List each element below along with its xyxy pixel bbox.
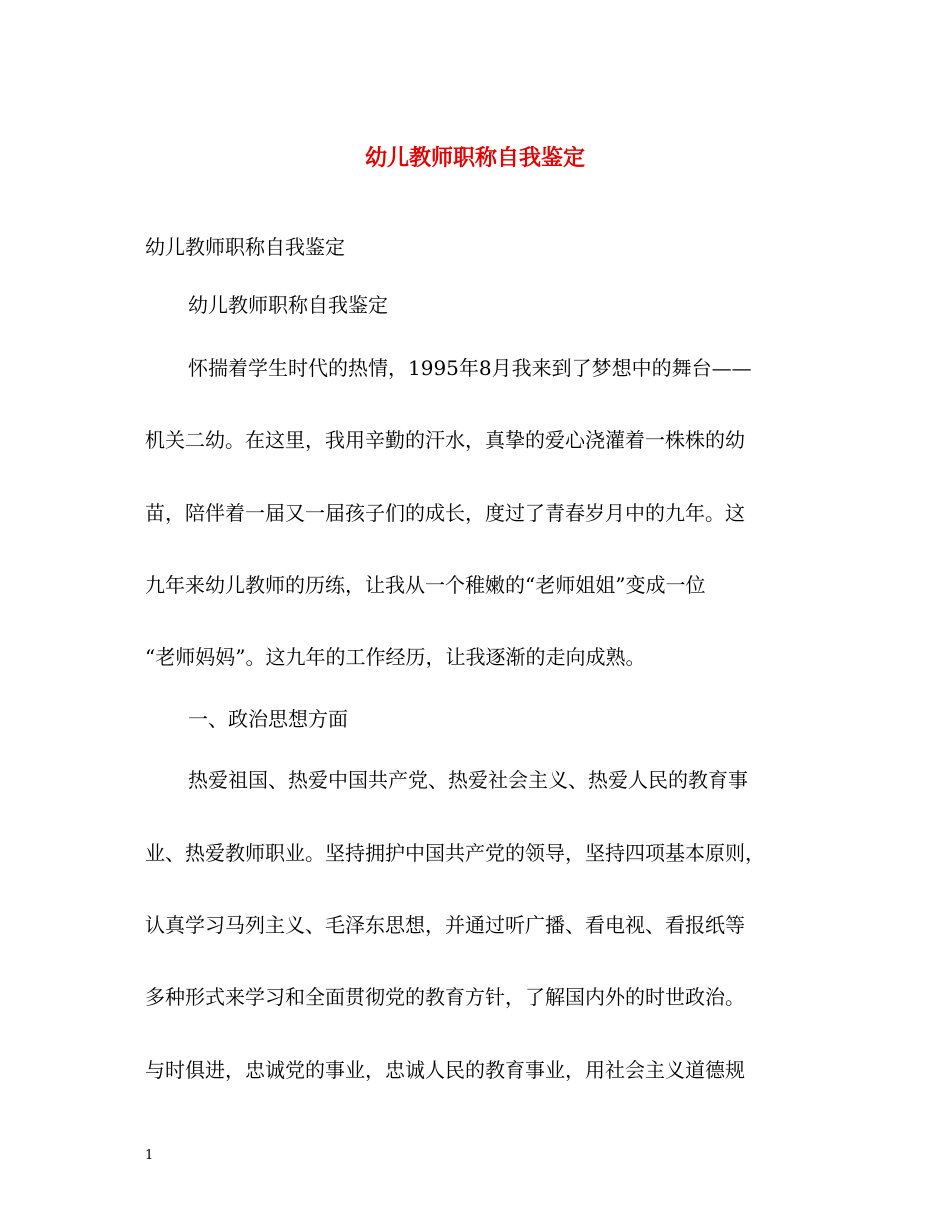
paragraph-line: 与时俱进，忠诚党的事业，忠诚人民的教育事业，用社会主义道德规 bbox=[145, 1058, 745, 1082]
paragraph-line: “老师妈妈”。这九年的工作经历，让我逐渐的走向成熟。 bbox=[145, 645, 646, 669]
paragraph-line: 认真学习马列主义、毛泽东思想，并通过听广播、看电视、看报纸等 bbox=[145, 913, 745, 937]
paragraph-line: 热爱祖国、热爱中国共产党、热爱社会主义、热爱人民的教育事 bbox=[188, 768, 748, 792]
subheading-line: 幼儿教师职称自我鉴定 bbox=[188, 293, 388, 317]
document-title: 幼儿教师职称自我鉴定 bbox=[364, 145, 585, 171]
page-number: 1 bbox=[145, 1148, 154, 1163]
paragraph-line: 苗，陪伴着一届又一届孩子们的成长，度过了青春岁月中的九年。这 bbox=[145, 501, 745, 525]
paragraph-line: 九年来幼儿教师的历练，让我从一个稚嫩的“老师姐姐”变成一位 bbox=[145, 573, 706, 597]
paragraph-line: 业、热爱教师职业。坚持拥护中国共产党的领导，坚持四项基本原则， bbox=[145, 841, 765, 865]
heading-line: 幼儿教师职称自我鉴定 bbox=[145, 235, 345, 259]
paragraph-line: 多种形式来学习和全面贯彻党的教育方针，了解国内外的时世政治。 bbox=[145, 985, 745, 1009]
paragraph-line: 机关二幼。在这里，我用辛勤的汗水，真挚的爱心浇灌着一株株的幼 bbox=[145, 428, 745, 452]
paragraph-line: 怀揣着学生时代的热情，1995年8月我来到了梦想中的舞台—— bbox=[188, 356, 752, 380]
section-heading: 一、政治思想方面 bbox=[188, 707, 348, 731]
